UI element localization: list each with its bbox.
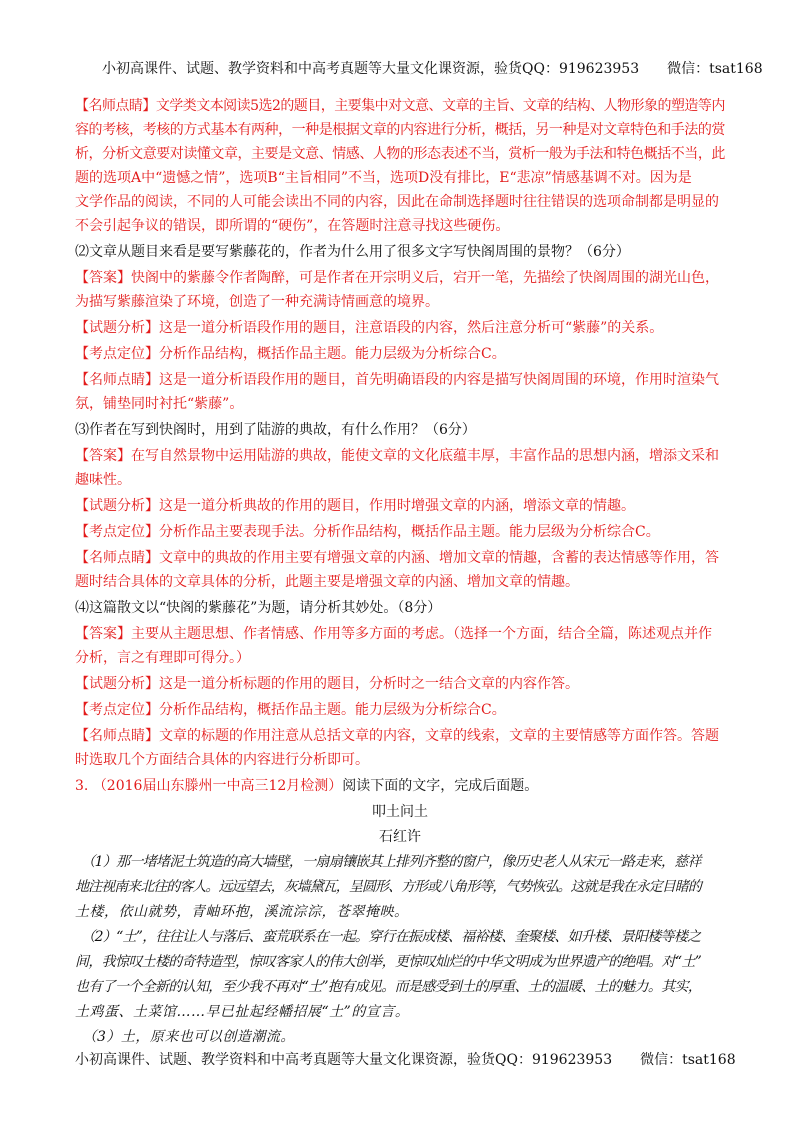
- answer-analysis-block: [75, 342, 725, 366]
- answer-analysis-block: [75, 316, 725, 340]
- text-line: 析，分析文意要对读懂文章，主要是文意、情感、人物的形态表述不当，赏析一般为手法和特色概括不当，此: [75, 146, 725, 162]
- text-line: 【名师点睛】这是一道分析语段作用的题目，首先明确语段的内容是描写快阁周围的环境，作用时渲染气: [75, 372, 719, 388]
- text-line: ⑵文章从题目来看是要写紫藤花的，作者为什么用了很多文字写快阁周围的景物？（6分）: [75, 244, 630, 260]
- text-line: 趣味性。: [75, 472, 131, 488]
- question-3-heading: [75, 774, 725, 798]
- passage-author: 石红许: [379, 829, 421, 845]
- answer-analysis-block: [75, 266, 725, 314]
- passage-paragraph: [75, 850, 725, 925]
- text-line: 【名师点睛】文学类文本阅读5选2的题目，主要集中对文意、文章的主旨、文章的结构、人物形象的塑造等内: [75, 98, 725, 114]
- answer-analysis-block: [75, 672, 725, 696]
- question-block: [75, 596, 725, 620]
- page-footer: 小初高课件、试题、教学资料和中高考真题等大量文化课资源，验货QQ：919623953 微信：tsat168: [75, 1052, 736, 1068]
- text-line: 容的考核，考核的方式基本有两种，一种是根据文章的内容进行分析，概括，另一种是对文章特色和手法的赏: [75, 122, 725, 138]
- question-prompt: 阅读下面的文字，完成后面题。: [342, 778, 539, 794]
- document-body: [75, 92, 725, 1050]
- text-line: 【试题分析】这是一道分析语段作用的题目，注意语段的内容，然后注意分析可“紫藤”的关系。: [75, 320, 664, 336]
- answer-analysis-block: [75, 724, 725, 772]
- answer-analysis-block: [75, 546, 725, 594]
- text-line: 【答案】主要从主题思想、作者情感、作用等多方面的考虑。（选择一个方面，结合全篇，陈述观点并作: [75, 626, 712, 642]
- text-line: 【试题分析】这是一道分析典故的作用的题目，作用时增强文章的内涵，增添文章的情趣。: [75, 498, 635, 514]
- text-line: 【名师点睛】文章的标题的作用注意从总括文章的内容，文章的线索，文章的主要情感等方面作答。答题: [75, 728, 719, 744]
- text-line: 【名师点睛】文章中的典故的作用主要有增强文章的内涵、增加文章的情趣，含蓄的表达情感等作用，答: [75, 550, 719, 566]
- answer-analysis-block: [75, 444, 725, 492]
- passage-line: （1）那一堵堵泥土筑造的高大墙壁，一扇扇镶嵌其上排列齐整的窗户，像历史老人从宋元一路走来，慈祥: [75, 854, 701, 870]
- passage-line: 土鸡蛋、土菜馆……早已扯起经幡招展“土”的宣言。: [75, 1004, 410, 1020]
- question-block: [75, 240, 725, 264]
- passage-line: （3）土，原来也可以创造潮流。: [75, 1029, 295, 1045]
- passage-line: 地注视南来北往的客人。远远望去，灰墙黛瓦，呈圆形、方形或八角形等，气势恢弘。这就是我在永定目睹的: [75, 879, 701, 895]
- text-line: 【试题分析】这是一道分析标题的作用的题目，分析时之一结合文章的内容作答。: [75, 676, 579, 692]
- passage-paragraph: [75, 925, 725, 1025]
- text-line: ⑷这篇散文以“快阁的紫藤花”为题，请分析其妙处。（8分）: [75, 600, 442, 616]
- text-line: 【答案】快阁中的紫藤令作者陶醉，可是作者在开宗明义后，宕开一笔，先描绘了快阁周围的湖光山色，: [75, 270, 719, 286]
- passage-line: 也有了一个全新的认知，至少我不再对“土”抱有成见。而是感受到土的厚重、土的温暖、土的魅力。其实，: [75, 979, 702, 995]
- text-line: 【答案】在写自然景物中运用陆游的典故，能使文章的文化底蕴丰厚，丰富作品的思想内涵，增添文采和: [75, 448, 719, 464]
- question-source: （2016届山东滕州一中高三12月检测）: [92, 778, 343, 794]
- text-line: 【考点定位】分析作品结构，概括作品主题。能力层级为分析综合C。: [75, 346, 506, 362]
- passage-line: 土楼，依山就势，青岫环抱，溪流淙淙，苍翠掩映。: [75, 904, 409, 920]
- question-block: [75, 418, 725, 442]
- passage-title: 叩土问土: [372, 804, 428, 820]
- answer-analysis-block: [75, 622, 725, 670]
- text-line: 题的选项A中“遗憾之情”，选项B“主旨相同”不当，选项D没有排比，E“悲凉”情感基调不对。因为是: [75, 170, 692, 186]
- passage-line: 间，我惊叹土楼的奇特造型，惊叹客家人的伟大创举，更惊叹灿烂的中华文明成为世界遗产的绝唱。对“土”: [75, 954, 702, 970]
- text-line: 题时结合具体的文章具体的分析，此题主要是增强文章的内涵、增加文章的情趣。: [75, 574, 579, 590]
- question-number: 3.: [75, 778, 89, 794]
- passage-line: （2）“土”，往往让人与落后、蛮荒联系在一起。穿行在振成楼、福裕楼、奎聚楼、如升楼、景阳楼等楼之: [75, 929, 701, 945]
- answer-analysis-block: [75, 94, 725, 238]
- text-line: 【考点定位】分析作品结构，概括作品主题。能力层级为分析综合C。: [75, 702, 506, 718]
- answer-analysis-block: [75, 494, 725, 518]
- answer-analysis-block: [75, 368, 725, 416]
- answer-analysis-block: [75, 520, 725, 544]
- text-line: 分析，言之有理即可得分。）: [75, 650, 250, 666]
- passage-paragraph: [75, 1025, 725, 1050]
- text-line: ⑶作者在写到快阁时，用到了陆游的典故，有什么作用？（6分）: [75, 422, 476, 438]
- text-line: 【考点定位】分析作品主要表现手法。分析作品结构，概括作品主题。能力层级为分析综合C。: [75, 524, 660, 540]
- text-line: 为描写紫藤渲染了环境，创造了一种充满诗情画意的境界。: [75, 294, 439, 310]
- text-line: 文学作品的阅读，不同的人可能会读出不同的内容，因此在命制选择题时往往错误的选项命制都是明显的: [75, 194, 719, 210]
- answer-analysis-block: [75, 698, 725, 722]
- text-line: 不会引起争议的错误，即所谓的“硬伤”，在答题时注意寻找这些硬伤。: [75, 218, 510, 234]
- page-header: 小初高课件、试题、教学资料和中高考真题等大量文化课资源，验货QQ：919623953 微信：tsat168: [102, 61, 763, 77]
- text-line: 时选取几个方面结合具体的内容进行分析即可。: [75, 752, 369, 768]
- text-line: 氛，铺垫同时衬托“紫藤”。: [75, 396, 244, 412]
